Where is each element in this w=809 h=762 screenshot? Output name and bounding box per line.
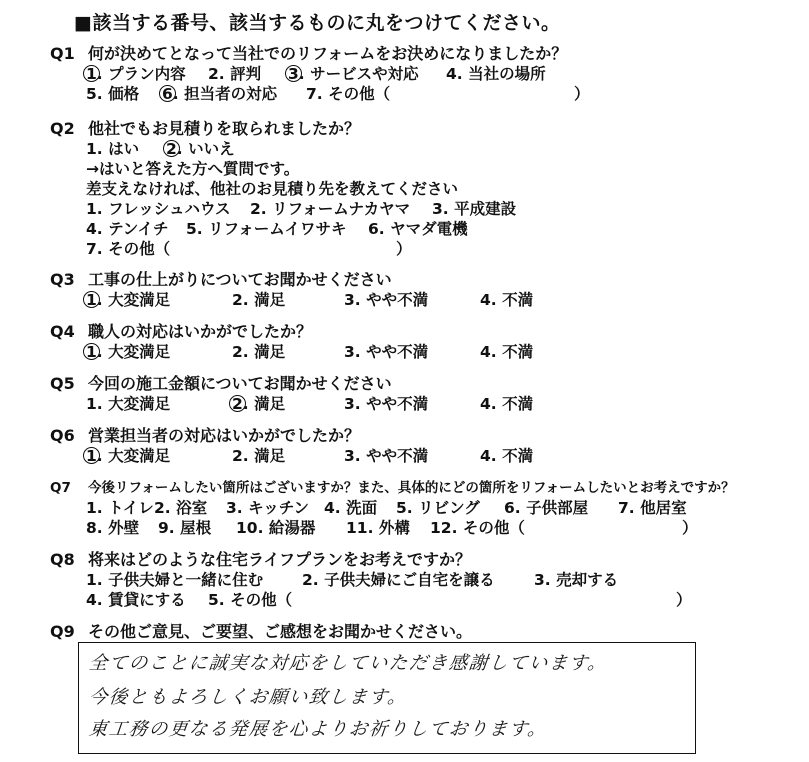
- question-q2: [50, 119, 517, 259]
- question-text: 今回の施工金額についてお聞かせください: [88, 374, 392, 393]
- option-q6-1-selected[interactable]: 1. 大変満足: [86, 447, 171, 465]
- question-number: Q2: [50, 119, 75, 138]
- option-q2b-7-close: ）: [396, 240, 412, 258]
- option-q7-12-close: ）: [682, 519, 698, 537]
- handwritten-comment-line-3: 東工務の更なる発展を心よりお祈りしております。: [87, 719, 549, 740]
- option-q8-5-close: ）: [676, 591, 692, 609]
- option-q1-7[interactable]: 7. その他（: [306, 85, 391, 103]
- option-q1-2[interactable]: 2. 評判: [208, 65, 262, 83]
- option-q2-1[interactable]: 1. はい: [86, 140, 140, 158]
- option-q7-11[interactable]: 11. 外構: [346, 519, 410, 537]
- option-q2b-1[interactable]: 1. フレッシュハウス: [86, 200, 231, 218]
- option-q8-4[interactable]: 4. 賃貸にする: [86, 591, 186, 609]
- option-q1-4[interactable]: 4. 当社の場所: [446, 65, 546, 83]
- question-number: Q3: [50, 270, 75, 289]
- option-q2b-5[interactable]: 5. リフォームイワサキ: [186, 220, 347, 238]
- option-q1-5[interactable]: 5. 価格: [86, 85, 140, 103]
- question-number: Q4: [50, 322, 75, 341]
- option-q4-2[interactable]: 2. 満足: [232, 343, 286, 361]
- option-q5-4[interactable]: 4. 不満: [480, 395, 534, 413]
- option-q7-1[interactable]: 1. トイレ: [86, 499, 154, 517]
- option-q6-4[interactable]: 4. 不満: [480, 447, 534, 465]
- option-q7-3[interactable]: 3. キッチン: [226, 499, 309, 517]
- option-q2b-4[interactable]: 4. テンイチ: [86, 220, 169, 238]
- question-q4: [50, 322, 534, 362]
- option-q2b-6[interactable]: 6. ヤマダ電機: [368, 220, 468, 238]
- option-q7-8[interactable]: 8. 外壁: [86, 519, 140, 537]
- option-q5-3[interactable]: 3. やや不満: [344, 395, 429, 413]
- option-q7-6[interactable]: 6. 子供部屋: [504, 499, 589, 517]
- question-text: 今後リフォームしたい箇所はございますか？また、具体的にどの箇所をリフォームしたいとお考えですか？: [88, 480, 735, 496]
- question-q3: [50, 270, 534, 310]
- question-q6: [50, 426, 534, 466]
- option-q5-2-selected[interactable]: 2. 満足: [232, 395, 286, 413]
- option-q1-7-close: ）: [574, 85, 590, 103]
- question-q9: [50, 622, 472, 642]
- question-number: Q8: [50, 550, 75, 569]
- question-text: 工事の仕上がりについてお聞かせください: [88, 270, 392, 289]
- question-q8: [50, 550, 692, 610]
- question-text: 将来はどのような住宅ライフプランをお考えですか？: [88, 550, 472, 569]
- option-q3-2[interactable]: 2. 満足: [232, 291, 286, 309]
- question-text: その他ご意見、ご要望、ご感想をお聞かせください。: [88, 622, 473, 641]
- question-number: Q9: [50, 622, 75, 641]
- option-q7-2[interactable]: 2. 浴室: [154, 499, 208, 517]
- option-q7-7[interactable]: 7. 他居室: [618, 499, 687, 517]
- question-text: 営業担当者の対応はいかがでしたか？: [88, 426, 361, 445]
- question-text: 何が決めてとなって当社でのリフォームをお決めになりましたか？: [88, 44, 568, 63]
- option-q1-3-selected[interactable]: 3. サービスや対応: [288, 65, 419, 83]
- option-q1-6-selected[interactable]: 6. 担当者の対応: [162, 85, 278, 103]
- option-q5-1[interactable]: 1. 大変満足: [86, 395, 171, 413]
- option-q2b-2[interactable]: 2. リフォームナカヤマ: [250, 200, 411, 218]
- option-q2-2-selected[interactable]: 2. いいえ: [166, 140, 235, 158]
- option-q4-1-selected[interactable]: 1. 大変満足: [86, 343, 171, 361]
- option-q4-3[interactable]: 3. やや不満: [344, 343, 429, 361]
- option-q7-4[interactable]: 4. 洗面: [324, 499, 378, 517]
- question-q7: [50, 478, 735, 538]
- option-q7-9[interactable]: 9. 屋根: [158, 519, 212, 537]
- question-q5: [50, 374, 534, 414]
- option-q8-3[interactable]: 3. 売却する: [534, 571, 619, 589]
- question-number: Q6: [50, 426, 75, 445]
- q2-followup-note: →はいと答えた方へ質問です。: [86, 160, 300, 178]
- option-q1-1-selected[interactable]: 1. プラン内容: [86, 65, 186, 83]
- option-q8-2[interactable]: 2. 子供夫婦にご自宅を譲る: [302, 571, 495, 589]
- comment-box[interactable]: [78, 642, 696, 754]
- question-number: Q1: [50, 44, 75, 63]
- question-q1: [50, 44, 590, 104]
- option-q3-3[interactable]: 3. やや不満: [344, 291, 429, 309]
- handwritten-comment-line-2: 今後ともよろしくお願い致します。: [87, 687, 409, 708]
- option-q6-2[interactable]: 2. 満足: [232, 447, 286, 465]
- option-q7-10[interactable]: 10. 給湯器: [236, 519, 316, 537]
- handwritten-comment-line-1: 全てのことに誠実な対応をしていただき感謝しています。: [87, 653, 609, 674]
- question-number: Q7: [50, 480, 71, 496]
- option-q3-4[interactable]: 4. 不満: [480, 291, 534, 309]
- q2-followup-question: 差支えなければ、他社のお見積り先を教えてください: [86, 180, 459, 198]
- page-title: ■該当する番号、該当するものに丸をつけてください。: [74, 12, 561, 34]
- question-text: 他社でもお見積りを取られましたか？: [88, 119, 361, 138]
- option-q2b-7[interactable]: 7. その他（: [86, 240, 171, 258]
- option-q7-12[interactable]: 12. その他（: [430, 519, 525, 537]
- question-number: Q5: [50, 374, 75, 393]
- option-q6-3[interactable]: 3. やや不満: [344, 447, 429, 465]
- option-q4-4[interactable]: 4. 不満: [480, 343, 534, 361]
- option-q3-1-selected[interactable]: 1. 大変満足: [86, 291, 171, 309]
- option-q8-1[interactable]: 1. 子供夫婦と一緒に住む: [86, 571, 264, 589]
- option-q2b-3[interactable]: 3. 平成建設: [432, 200, 517, 218]
- option-q7-5[interactable]: 5. リビング: [396, 499, 480, 517]
- question-text: 職人の対応はいかがでしたか？: [88, 322, 313, 341]
- option-q8-5[interactable]: 5. その他（: [208, 591, 293, 609]
